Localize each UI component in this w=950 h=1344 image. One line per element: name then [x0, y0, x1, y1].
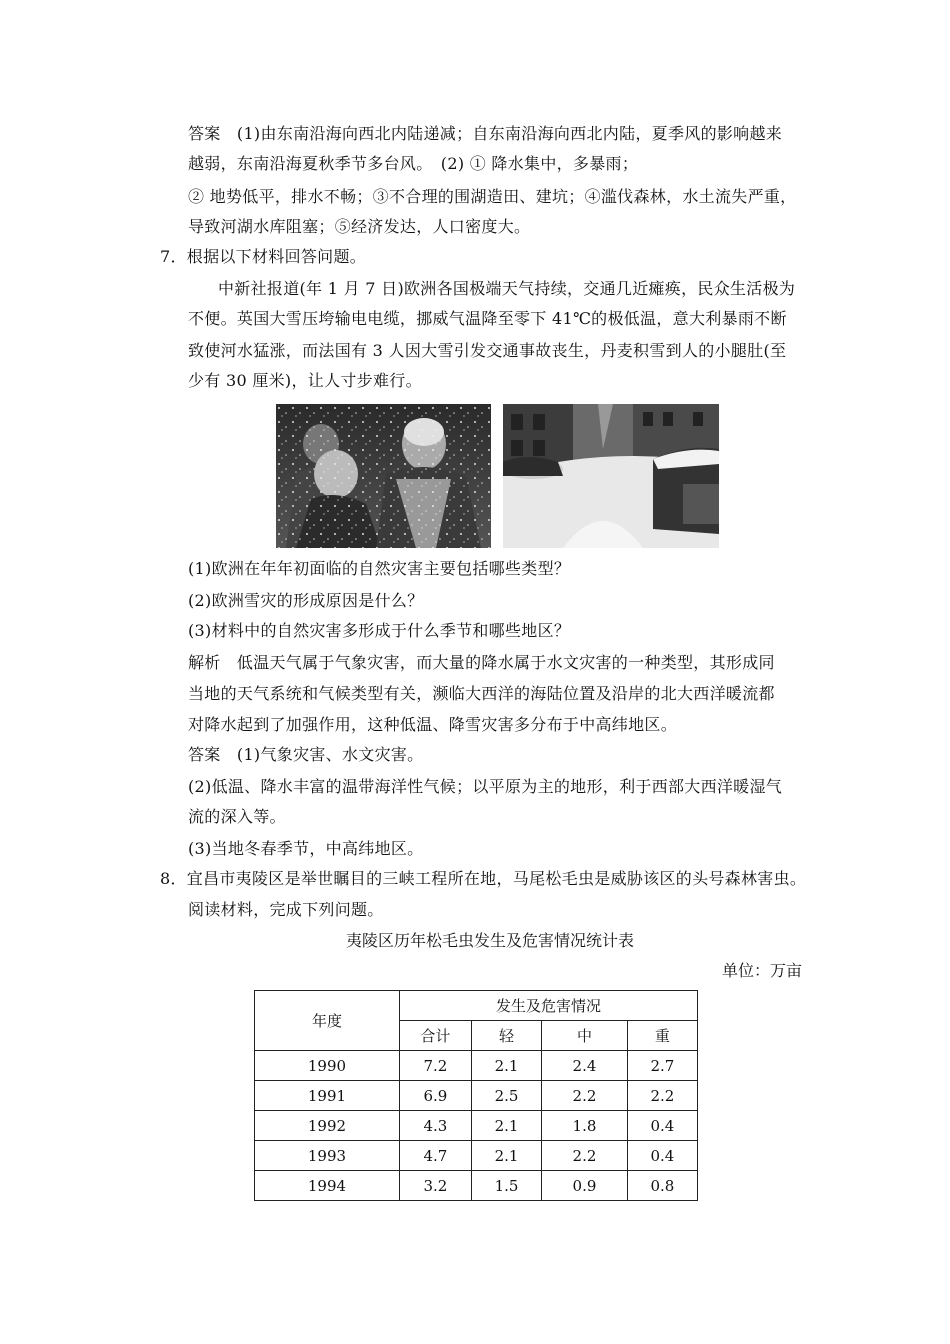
cell-year: 1994 — [255, 1171, 400, 1201]
table-row — [255, 1051, 698, 1081]
q7-stem: 7．根据以下材料回答问题。 — [160, 247, 367, 266]
table-row — [255, 1111, 698, 1141]
cell-heavy: 2.7 — [627, 1051, 697, 1081]
header-year: 年度 — [255, 991, 400, 1051]
cell-total: 3.2 — [399, 1171, 471, 1201]
cell-year: 1990 — [255, 1051, 400, 1081]
q7-material-line-4: 少有 30 厘米)，让人寸步难行。 — [188, 371, 422, 390]
cell-year: 1992 — [255, 1111, 400, 1141]
q7-material-line-3: 致使河水猛涨，而法国有 3 人因大雪引发交通事故丧生，丹麦积雪到人的小腿肚(至 — [188, 341, 787, 360]
q7-question-2: (2)欧洲雪灾的形成原因是什么？ — [188, 591, 424, 610]
q7-analysis-line-1: 解析 低温天气属于气象灾害，而大量的降水属于水文灾害的一种类型，其形成同 — [188, 653, 775, 672]
cell-medium: 2.2 — [542, 1141, 628, 1171]
cell-light: 1.5 — [471, 1171, 541, 1201]
table-row — [255, 1141, 698, 1171]
q7-analysis-line-3: 对降水起到了加强作用，这种低温、降雪灾害多分布于中高纬地区。 — [188, 715, 678, 734]
q6-answer-line-2: 越弱，东南沿海夏秋季节多台风。 (2) ① 降水集中，多暴雨； — [188, 154, 639, 173]
table-title: 夷陵区历年松毛虫发生及危害情况统计表 — [346, 931, 635, 950]
cell-total: 7.2 — [399, 1051, 471, 1081]
cell-heavy: 0.8 — [627, 1171, 697, 1201]
snowy-street-photo — [503, 404, 719, 548]
q7-question-1: (1)欧洲在年年初面临的自然灾害主要包括哪些类型？ — [188, 559, 571, 578]
snowstorm-people-photo — [276, 404, 491, 548]
q6-answer-line-4: 导致河湖水库阻塞；⑤经济发达，人口密度大。 — [188, 217, 531, 236]
q7-answer-line-2: (2)低温、降水丰富的温带海洋性气候；以平原为主的地形，利于西部大西洋暖湿气 — [188, 777, 783, 796]
q7-answer-line-3: 流的深入等。 — [188, 807, 286, 826]
q7-answer-line-1: 答案 (1)气象灾害、水文灾害。 — [188, 745, 424, 764]
cell-medium: 0.9 — [542, 1171, 628, 1201]
q7-answer-line-4: (3)当地冬春季节，中高纬地区。 — [188, 839, 424, 858]
table-unit: 单位：万亩 — [722, 961, 803, 980]
cell-total: 6.9 — [399, 1081, 471, 1111]
cell-medium: 2.2 — [542, 1081, 628, 1111]
q7-material-line-1: 中新社报道(年 1 月 7 日)欧洲各国极端天气持续，交通几近瘫痪，民众生活极为 — [218, 279, 796, 298]
q6-answer-line-3: ② 地势低平，排水不畅；③不合理的围湖造田、建坑；④滥伐森林，水土流失严重， — [188, 187, 797, 206]
table-header-row — [255, 991, 698, 1021]
pine-caterpillar-table — [254, 990, 698, 1201]
table-row — [255, 1171, 698, 1201]
cell-medium: 1.8 — [542, 1111, 628, 1141]
cell-heavy: 0.4 — [627, 1111, 697, 1141]
q7-question-3: (3)材料中的自然灾害多形成于什么季节和哪些地区？ — [188, 621, 571, 640]
q7-material-line-2: 不便。英国大雪压垮输电电缆，挪威气温降至零下 41℃的极低温，意大利暴雨不断 — [188, 309, 787, 328]
cell-light: 2.1 — [471, 1051, 541, 1081]
cell-year: 1993 — [255, 1141, 400, 1171]
header-medium: 中 — [542, 1021, 628, 1051]
cell-heavy: 0.4 — [627, 1141, 697, 1171]
cell-year: 1991 — [255, 1081, 400, 1111]
cell-total: 4.3 — [399, 1111, 471, 1141]
header-light: 轻 — [471, 1021, 541, 1051]
q7-analysis-line-2: 当地的天气系统和气候类型有关，濒临大西洋的海陆位置及沿岸的北大西洋暖流都 — [188, 684, 775, 703]
header-group: 发生及危害情况 — [399, 991, 697, 1021]
table-row — [255, 1081, 698, 1111]
q6-answer-line-1: 答案 (1)由东南沿海向西北内陆递减；自东南沿海向西北内陆，夏季风的影响越来 — [188, 124, 783, 143]
header-heavy: 重 — [627, 1021, 697, 1051]
q8-stem-line-1: 8．宜昌市夷陵区是举世瞩目的三峡工程所在地，马尾松毛虫是威胁该区的头号森林害虫。 — [160, 869, 807, 888]
cell-heavy: 2.2 — [627, 1081, 697, 1111]
cell-light: 2.5 — [471, 1081, 541, 1111]
q8-stem-line-2: 阅读材料，完成下列问题。 — [188, 900, 384, 919]
cell-light: 2.1 — [471, 1141, 541, 1171]
cell-total: 4.7 — [399, 1141, 471, 1171]
header-total: 合计 — [399, 1021, 471, 1051]
cell-medium: 2.4 — [542, 1051, 628, 1081]
cell-light: 2.1 — [471, 1111, 541, 1141]
